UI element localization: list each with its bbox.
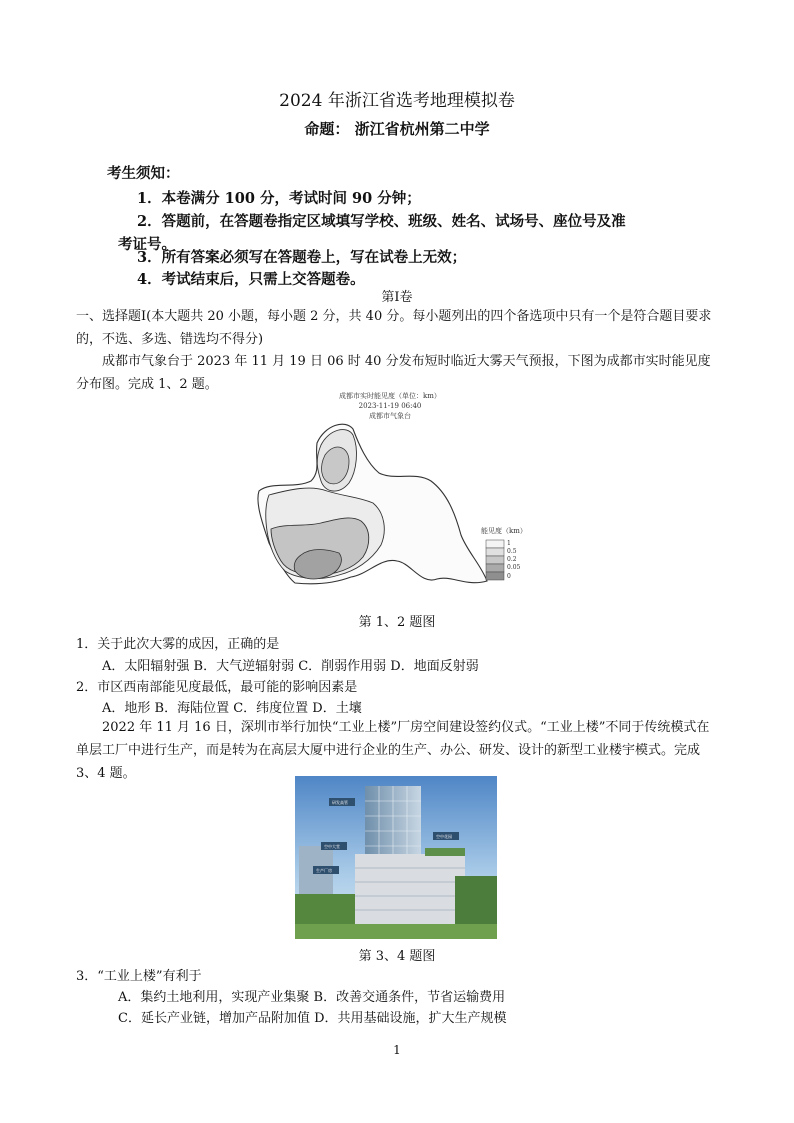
paper-subtitle: 命题： 浙江省杭州第二中学 bbox=[304, 120, 490, 138]
photo-label: 空中花园 bbox=[436, 834, 452, 839]
map-source: 成都市气象台 bbox=[369, 412, 411, 420]
question-1-options: A．太阳辐射强 B．大气逆辐射弱 C．削弱作用弱 D．地面反射弱 bbox=[102, 659, 479, 674]
passage-2: 2022 年 11 月 16 日，深圳市举行加快“工业上楼”厂房空间建设签约仪式。“工业上楼”不同于传统模式在单层工厂中进行生产，而是转为在高层大厦中进行企业的生产、办公、研发、设计的新型工业楼宇模式。完成 3、4 题。 bbox=[76, 720, 710, 781]
map-title: 成都市实时能见度（单位：km） bbox=[339, 392, 441, 400]
building-illustration bbox=[295, 776, 497, 939]
question-3-stem: 3．“工业上楼”有利于 bbox=[76, 969, 202, 984]
visibility-map-figure bbox=[255, 385, 555, 600]
legend-value: 1 bbox=[507, 540, 511, 547]
industrial-building-photo bbox=[295, 776, 497, 939]
figure-2-caption: 第 3、4 题图 bbox=[358, 949, 436, 964]
legend-swatch bbox=[486, 540, 504, 548]
question-2-stem: 2．市区西南部能见度最低，最可能的影响因素是 bbox=[76, 680, 358, 695]
notice-item: 考证号。 bbox=[118, 236, 176, 253]
legend-swatch bbox=[486, 548, 504, 556]
visibility-map bbox=[255, 385, 555, 600]
notice-item: 2．答题前，在答题卷指定区域填写学校、班级、姓名、试场号、座位号及准 bbox=[137, 213, 626, 230]
page-number: 1 bbox=[393, 1043, 401, 1057]
passage-1: 成都市气象台于 2023 年 11 月 19 日 06 时 40 分发布短时临近大雾天气预报，下图为成都市实时能见度分布图。完成 1、2 题。 bbox=[76, 354, 711, 392]
legend-value: 0.5 bbox=[507, 548, 517, 555]
legend-value: 0 bbox=[507, 573, 511, 580]
photo-label: 空中大堂 bbox=[324, 844, 340, 849]
section-juan-label: 第Ⅰ卷 bbox=[381, 290, 413, 305]
map-date: 2023-11-19 06:40 bbox=[358, 402, 422, 410]
map-legend-title: 能见度（km） bbox=[481, 527, 527, 535]
legend-swatch bbox=[486, 572, 504, 580]
question-1-stem: 1．关于此次大雾的成因，正确的是 bbox=[76, 637, 280, 652]
legend-swatch bbox=[486, 564, 504, 572]
notice-item: 1．本卷满分 100 分，考试时间 90 分钟； bbox=[137, 190, 421, 207]
lawn bbox=[295, 924, 497, 939]
trees-right bbox=[455, 876, 497, 926]
photo-label: 研发高管 bbox=[332, 800, 348, 805]
photo-label: 生产厂房 bbox=[316, 868, 332, 873]
question-3-options: A．集约土地利用，实现产业集聚 B．改善交通条件，节省运输费用 bbox=[118, 990, 506, 1005]
section-instructions: 一、选择题Ⅰ(本大题共 20 小题，每小题 2 分，共 40 分。每小题列出的四个备选项中只有一个是符合题目要求的，不选、多选、错选均不得分) bbox=[76, 309, 712, 347]
paper-title: 2024 年浙江省选考地理模拟卷 bbox=[279, 91, 515, 111]
figure-1-caption: 第 1、2 题图 bbox=[358, 615, 436, 630]
notice-item: 4．考试结束后，只需上交答题卷。 bbox=[137, 271, 365, 288]
map-legend bbox=[486, 540, 521, 580]
podium-building bbox=[355, 854, 465, 924]
notice-item: 3．所有答案必须写在答题卷上，写在试卷上无效； bbox=[137, 249, 467, 266]
legend-swatch bbox=[486, 556, 504, 564]
roof-garden bbox=[425, 848, 465, 856]
legend-value: 0.2 bbox=[507, 556, 517, 563]
notice-heading: 考生须知： bbox=[107, 165, 180, 182]
legend-value: 0.05 bbox=[507, 564, 521, 571]
question-2-options: A．地形 B．海陆位置 C．纬度位置 D．土壤 bbox=[102, 701, 362, 716]
trees-left bbox=[295, 894, 355, 928]
question-3-options: C．延长产业链，增加产品附加值 D．共用基础设施，扩大生产规模 bbox=[118, 1011, 507, 1026]
